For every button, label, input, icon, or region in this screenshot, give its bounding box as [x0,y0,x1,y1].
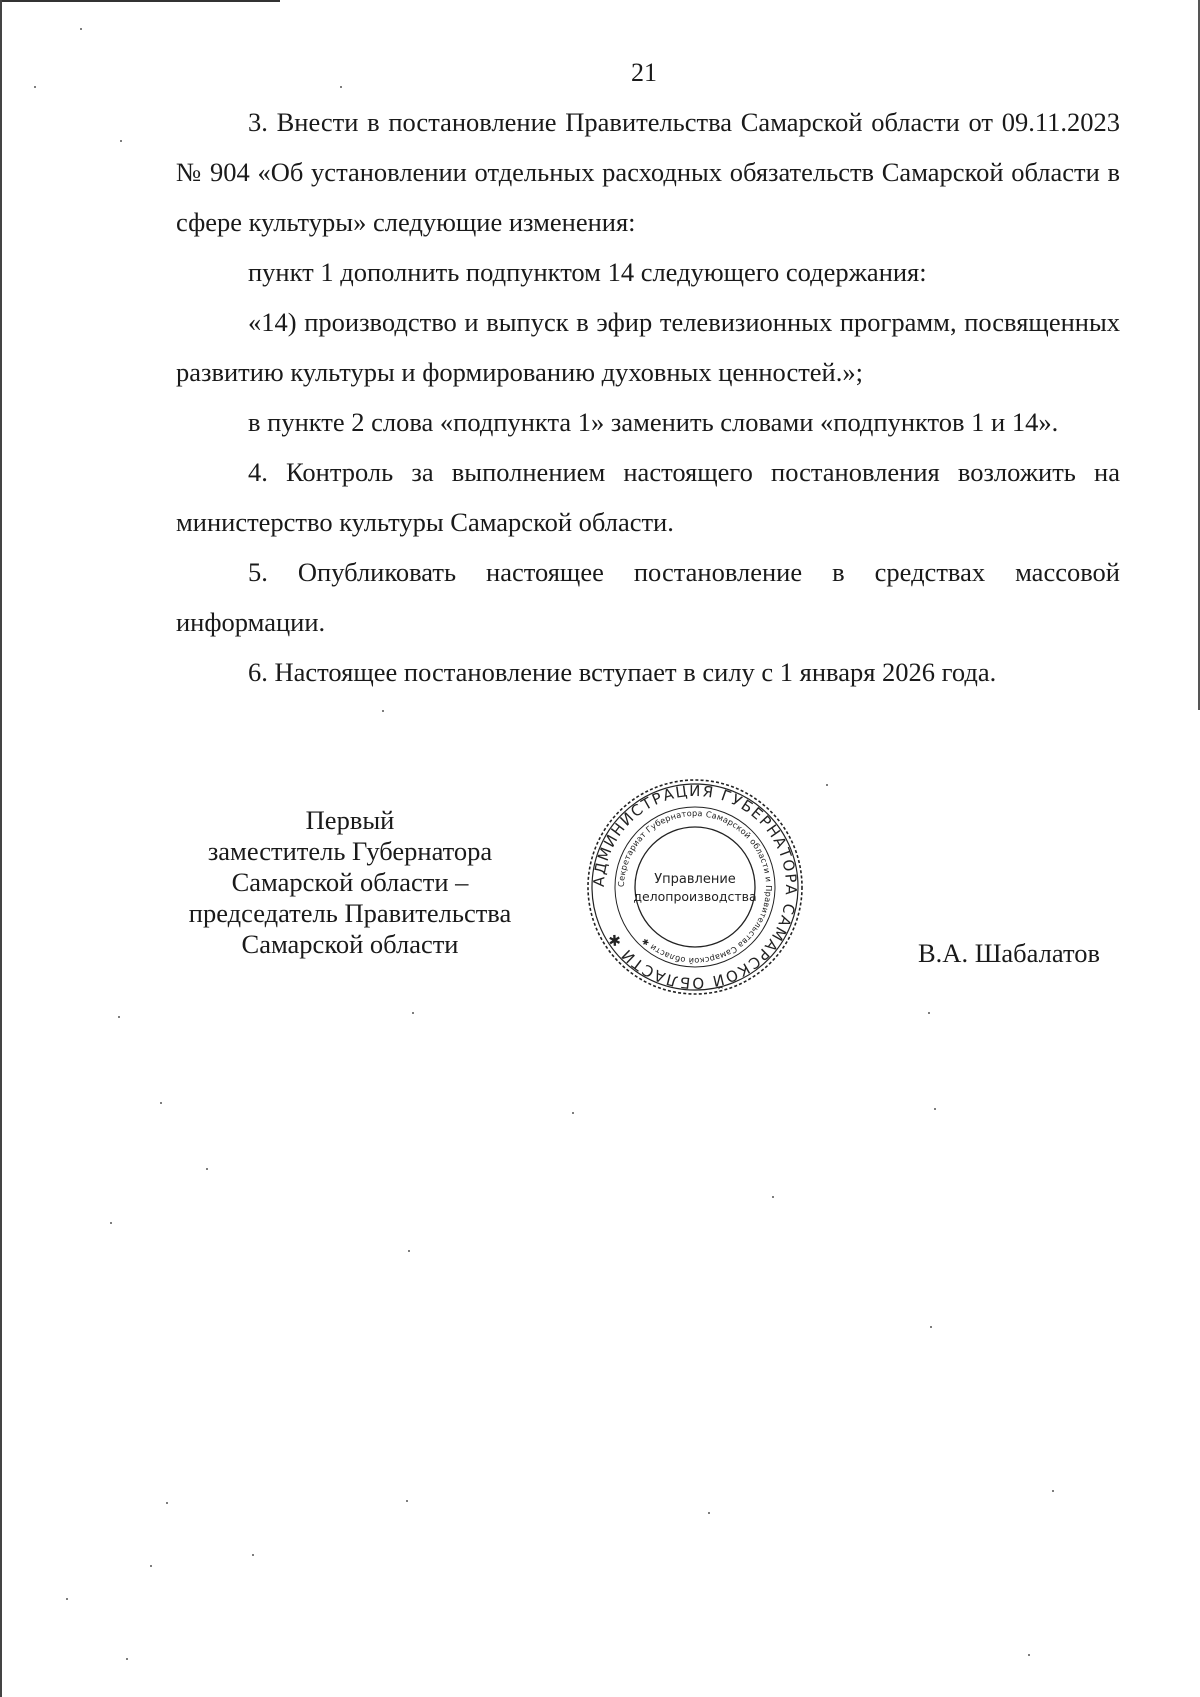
paragraph-item-5: 5. Опубликовать настоящее постановление в средствах массовой информации. [176,557,1120,637]
signer-position-line: Самарской области – [231,867,469,897]
scan-edge-left [0,0,2,1697]
stamp-outer-text: АДМИНИСТРАЦИЯ ГУБЕРНАТОРА САМАРСКОЙ ОБЛАСТИ ✱ [589,781,801,993]
scan-speck [826,784,828,786]
scan-speck [66,1598,68,1600]
paragraph-item-6: 6. Настоящее постановление вступает в силу с 1 января 2026 года. [248,657,997,687]
scan-speck [80,28,82,30]
scan-speck [406,1500,408,1502]
signer-position [150,805,550,960]
scan-speck [934,1108,936,1110]
official-stamp [584,776,806,998]
paragraph-subitem-14: «14) производство и выпуск в эфир телевизионных программ, посвященных развитию культуры и формированию духовных ценностей.»; [176,307,1120,387]
scan-speck [572,1112,574,1114]
scan-speck [120,140,122,142]
scan-speck [382,710,384,712]
scan-speck [150,1565,152,1567]
stamp-center-line2: делопроизводства [633,889,757,904]
scan-speck [126,1658,128,1660]
scan-speck [1052,1490,1054,1492]
scan-speck [1028,1654,1030,1656]
scan-edge-top [0,0,280,2]
scan-speck [930,1326,932,1328]
signer-position-line: председатель Правительства [188,898,512,928]
scan-speck [408,1250,410,1252]
scan-speck [110,1222,112,1224]
stamp-center-line1: Управление [654,872,736,887]
signer-position-line: Самарской области [241,929,459,959]
scan-speck [340,86,342,88]
stamp-inner-text: Секретариат Губернатора Самарской области и Правительства Самарской области ✱ [615,807,775,967]
document-body [176,97,1120,697]
paragraph-item-4: 4. Контроль за выполнением настоящего постановления возложить на министерство культуры Самарской области. [176,457,1120,537]
scan-speck [772,1196,774,1198]
signer-position-line: заместитель Губернатора [207,836,493,866]
paragraph-subitem-1: пункт 1 дополнить подпунктом 14 следующего содержания: [248,257,927,287]
paragraph-item-3: 3. Внести в постановление Правительства Самарской области от 09.11.2023 № 904 «Об установлении отдельных расходных обязательств Самарской области в сфере культуры» следующие изменения: [176,107,1120,237]
scan-speck [708,1512,710,1514]
scan-speck [412,1012,414,1014]
scan-speck [206,1168,208,1170]
page-number: 21 [631,58,657,87]
scan-speck [252,1554,254,1556]
scan-speck [118,1016,120,1018]
signer-position-line: Первый [305,805,395,835]
signer-name: В.А. Шабалатов [918,938,1100,968]
scan-speck [928,1012,930,1014]
paragraph-subitem-2: в пункте 2 слова «подпункта 1» заменить словами «подпунктов 1 и 14». [248,407,1059,437]
scan-speck [166,1502,168,1504]
scan-speck [160,1102,162,1104]
scan-speck [34,86,36,88]
